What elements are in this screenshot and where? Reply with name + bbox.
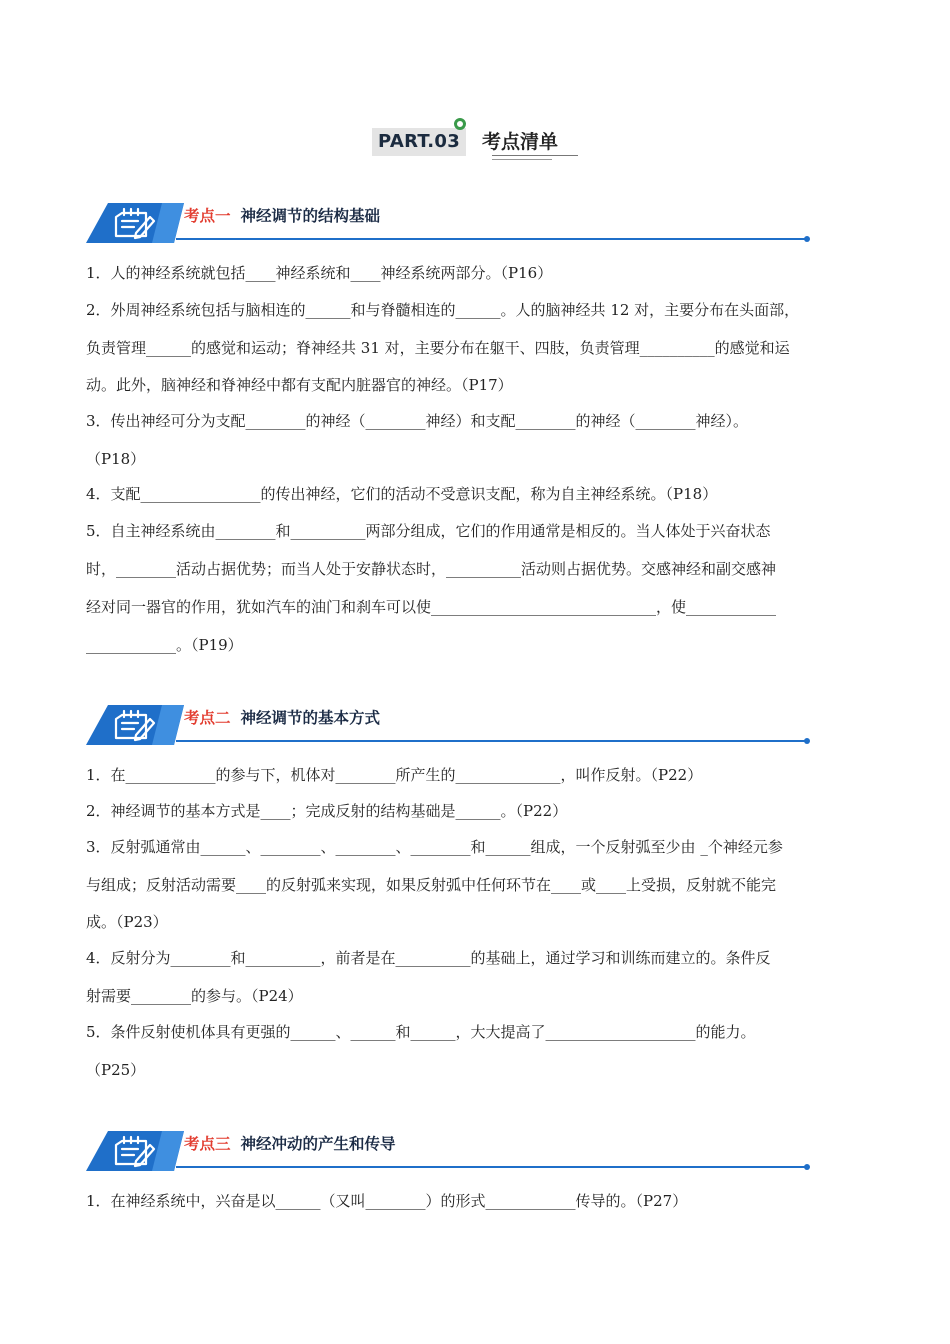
section-label xyxy=(184,1133,396,1155)
section-header-1 xyxy=(86,203,814,243)
text-line: 1．在____________的参与下，机体对________所产生的______________，叫作反射。（P22） xyxy=(86,766,703,784)
text-line: 1．人的神经系统就包括____神经系统和____神经系统两部分。（P16） xyxy=(86,264,553,282)
section-label xyxy=(184,205,380,227)
text-line: 4．支配________________的传出神经，它们的活动不受意识支配，称为自主神经系统。（P18） xyxy=(86,485,718,503)
section-rule-end xyxy=(804,1164,810,1170)
text-line: （P25） xyxy=(86,1061,146,1079)
section-header-3 xyxy=(86,1131,814,1171)
text-line: 5．条件反射使机体具有更强的______、______和______，大大提高了____________________的能力。 xyxy=(86,1023,756,1041)
section-label xyxy=(184,707,380,729)
part-label: PART.03 xyxy=(372,128,466,156)
notebook-pencil-icon xyxy=(86,1131,184,1171)
section-number: 考点二 xyxy=(184,709,231,727)
section-rule-end xyxy=(804,738,810,744)
part-title: 考点清单 xyxy=(482,131,559,153)
ring-icon xyxy=(454,118,466,130)
text-line: 3．反射弧通常由______、________、________、________和______组成，一个反射弧至少由 _个神经元参 xyxy=(86,838,783,856)
section-rule xyxy=(176,1166,808,1168)
notebook-pencil-icon xyxy=(86,203,184,243)
title-underline xyxy=(492,155,578,156)
section-rule-end xyxy=(804,236,810,242)
text-line: 经对同一器官的作用，犹如汽车的油门和刹车可以使______________________________，使____________ xyxy=(86,598,777,616)
text-line: 2．神经调节的基本方式是____；完成反射的结构基础是______。（P22） xyxy=(86,802,568,820)
section-rule xyxy=(176,238,808,240)
text-line: 2．外周神经系统包括与脑相连的______和与脊髓相连的______。人的脑神经共 12 对，主要分布在头面部， xyxy=(86,301,800,319)
section-title: 神经调节的基本方式 xyxy=(240,709,381,727)
section-header-2 xyxy=(86,705,814,745)
title-underline-short xyxy=(492,159,552,160)
section-number: 考点三 xyxy=(184,1135,231,1153)
text-line: ____________。（P19） xyxy=(86,636,243,654)
text-line: 动。此外，脑神经和脊神经中都有支配内脏器官的神经。（P17） xyxy=(86,376,513,394)
text-line: 3．传出神经可分为支配________的神经（________神经）和支配________的神经（________神经）。 xyxy=(86,412,749,430)
text-line: 与组成；反射活动需要____的反射弧来实现，如果反射弧中任何环节在____或____上受损，反射就不能完 xyxy=(86,876,777,894)
section-number: 考点一 xyxy=(184,207,231,225)
text-line: 时，________活动占据优势；而当人处于安静状态时，__________活动则占据优势。交感神经和副交感神 xyxy=(86,560,777,578)
section-title: 神经冲动的产生和传导 xyxy=(240,1135,396,1153)
text-line: （P18） xyxy=(86,450,146,468)
section-title: 神经调节的结构基础 xyxy=(240,207,381,225)
text-line: 4．反射分为________和__________，前者是在__________的基础上，通过学习和训练而建立的。条件反 xyxy=(86,949,771,967)
text-line: 5．自主神经系统由________和__________两部分组成，它们的作用通常是相反的。当人体处于兴奋状态 xyxy=(86,522,771,540)
text-line: 成。（P23） xyxy=(86,913,168,931)
text-line: 射需要________的参与。（P24） xyxy=(86,987,303,1005)
section-rule xyxy=(176,740,808,742)
notebook-pencil-icon xyxy=(86,705,184,745)
text-line: 负责管理______的感觉和运动；脊神经共 31 对，主要分布在躯干、四肢，负责管理__________的感觉和运 xyxy=(86,339,790,357)
text-line: 1．在神经系统中，兴奋是以______（又叫________）的形式____________传导的。（P27） xyxy=(86,1192,688,1210)
